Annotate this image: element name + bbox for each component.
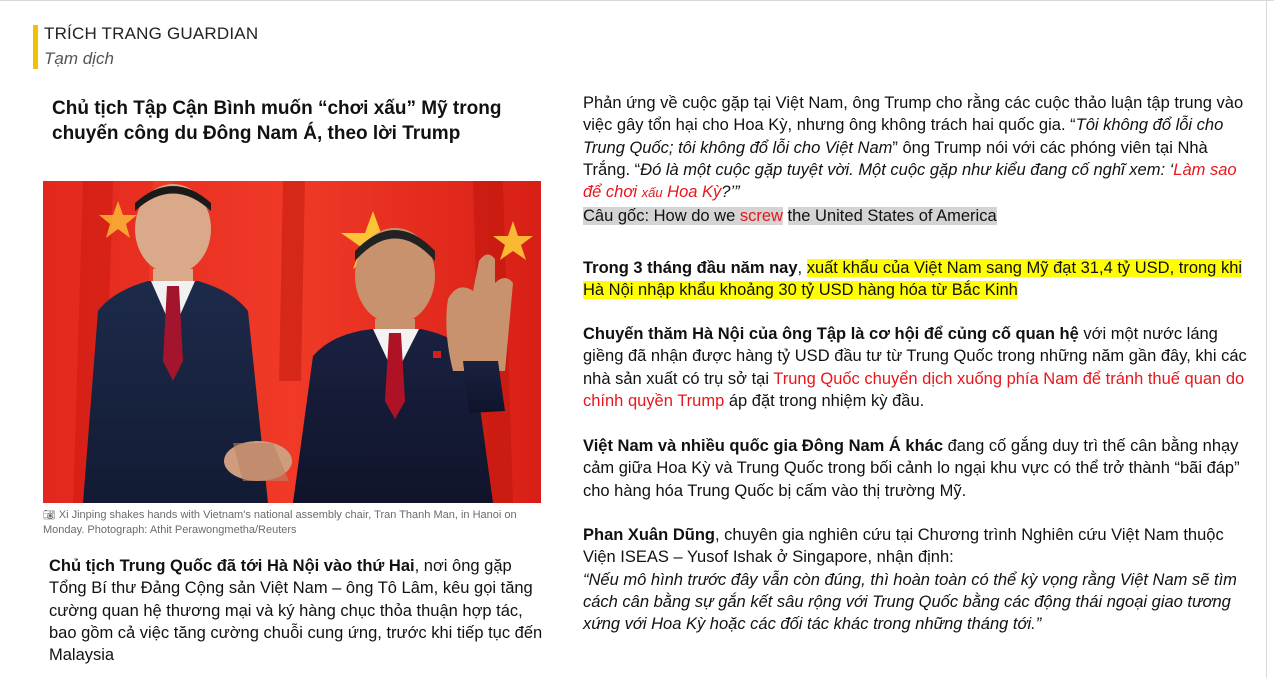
p1-italic-a: Tôi không đổ lỗi cho Trung Quốc; tôi không đổ lỗi cho Việt Nam	[583, 116, 1224, 157]
p2-red-word: screw	[739, 207, 783, 225]
paragraph-trump-reaction	[583, 92, 1255, 204]
frame-right-border	[1266, 0, 1267, 678]
lead-bold: Chủ tịch Trung Quốc đã tới Hà Nội vào thứ Hai	[49, 557, 415, 575]
p1-text-b: ” ông Trump nói với các phóng viên tại Nhà Trắng. “	[583, 138, 1208, 179]
p6-quote: “Nếu mô hình trước đây vẫn còn đúng, thì hoàn toàn có thể kỳ vọng rằng Việt Nam sẽ tìm cách cân bằng sự gắn kết sâu rộng với Trung Quốc bằng các động thái ngoại giao tương xứng với Hoa Kỳ hoặc các đối tác khác trong những tháng tới.”	[583, 570, 1237, 634]
p4-red: Trung Quốc chuyển dịch xuống phía Nam để tránh thuế quan do chính quyền Trump	[583, 369, 1245, 410]
p4-bold: Chuyến thăm Hà Nội của ông Tập là cơ hội để củng cố quan hệ	[583, 325, 1079, 343]
p4-text-a: với một nước láng giềng đã nhận được hàng tỷ USD đầu tư từ Trung Quốc trong những năm gần đây, khi các nhà sản xuất có trụ sở tại	[583, 325, 1247, 388]
paragraph-southeast-asia	[583, 435, 1255, 502]
p3-comma: ,	[797, 259, 807, 277]
paragraph-expert-quote	[583, 524, 1255, 635]
p3-highlight: xuất khẩu của Việt Nam sang Mỹ đạt 31,4 tỷ USD, trong khi Hà Nội nhập khẩu khoảng 30 tỷ USD hàng hóa từ Bắc Kinh	[583, 259, 1243, 300]
p1-red-small: xấu	[641, 185, 663, 201]
p3-bold: Trong 3 tháng đầu năm nay	[583, 259, 798, 277]
source-title: TRÍCH TRANG GUARDIAN	[44, 24, 259, 43]
p1-end: ?’”	[721, 183, 740, 202]
p5-rest: đang cố gắng duy trì thế cân bằng nhạy cảm giữa Hoa Kỳ và Trung Quốc trong bối cảnh lo ngại khu vực có thể trở thành “bãi đáp” cho hàng hóa Trung Quốc bị cấm vào thị trường Mỹ.	[583, 437, 1240, 500]
p1-italic-b: Đó là một cuộc gặp tuyệt vời. Một cuộc gặp như kiểu đang cố nghĩ xem: ‘	[640, 160, 1174, 179]
frame-top-border	[0, 0, 1274, 1]
article-headline: Chủ tịch Tập Cận Bình muốn “chơi xấu” Mỹ trong chuyến công du Đông Nam Á, theo lời Trump	[52, 98, 502, 144]
article-photo	[43, 181, 541, 503]
p1-text-a: Phản ứng về cuộc gặp tại Việt Nam, ông Trump cho rằng các cuộc thảo luận tập trung vào việc gây tổn hại cho Hoa Kỳ, nhưng ông không trách hai quốc gia. “	[583, 94, 1244, 135]
p2-label: Câu gốc: How do we	[583, 207, 740, 225]
lead-paragraph	[49, 555, 544, 666]
paragraph-original-quote	[583, 205, 1255, 227]
lead-rest: , nơi ông gặp Tổng Bí thư Đảng Cộng sản Việt Nam – ông Tô Lâm, kêu gọi tăng cường quan hệ thương mại và ký hàng chục thỏa thuận hợp tác, bao gồm cả việc tăng cường chuỗi cung ứng, trước khi tiếp tục đến Malaysia	[49, 557, 543, 665]
paragraph-trade-figures	[583, 257, 1255, 302]
source-accent-bar	[33, 25, 38, 69]
p5-bold: Việt Nam và nhiều quốc gia Đông Nam Á khác	[583, 437, 944, 455]
p4-text-b: áp đặt trong nhiệm kỳ đầu.	[724, 391, 925, 410]
source-subtitle: Tạm dịch	[44, 49, 114, 68]
photo-caption-text: Xi Jinping shakes hands with Vietnam's national assembly chair, Tran Thanh Man, in Hanoi on Monday. Photograph: Athit Perawongmetha/Reuters	[43, 509, 517, 536]
p6-rest: , chuyên gia nghiên cứu tại Chương trình Nghiên cứu Việt Nam thuộc Viện ISEAS – Yusof Ishak ở Singapore, nhận định:	[583, 526, 1224, 567]
p1-red-1: Làm sao để chơi	[583, 160, 1237, 202]
p1-red-2: Hoa Kỳ	[662, 183, 722, 202]
p2-rest: the United States of America	[787, 207, 997, 225]
camera-icon: 📷︎	[43, 510, 56, 521]
p6-bold: Phan Xuân Dũng	[583, 526, 715, 544]
paragraph-visit-hanoi	[583, 323, 1255, 412]
photo-caption	[43, 508, 538, 538]
